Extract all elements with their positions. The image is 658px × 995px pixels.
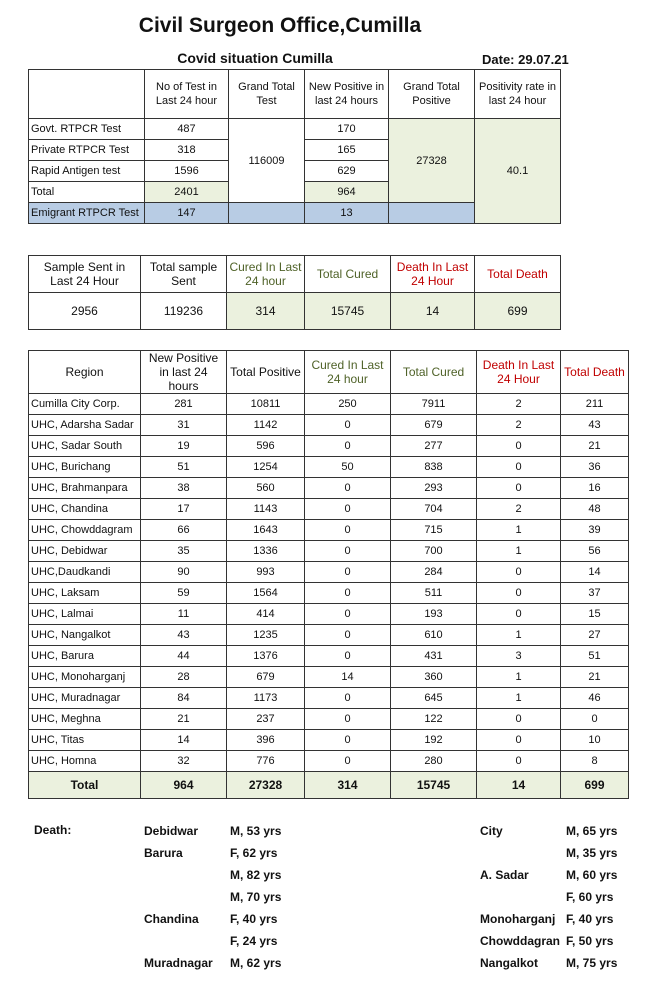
new-positive-cell: 51 (141, 457, 227, 478)
positivity-rate: 40.1 (475, 119, 561, 224)
header-new-positive: New Positive in last 24 hours (305, 70, 389, 119)
total-positive-cell: 596 (227, 436, 305, 457)
cured-24h-cell: 0 (305, 520, 391, 541)
total-death-cell: 211 (561, 394, 629, 415)
cured-24h-cell: 0 (305, 436, 391, 457)
total-death-cell: 14 (561, 562, 629, 583)
new-positive-cell: 31 (141, 415, 227, 436)
sample-sent-value: 2956 (29, 293, 141, 330)
total-death: 699 (561, 772, 629, 799)
cured-24h-cell: 0 (305, 499, 391, 520)
total-death-cell: 10 (561, 730, 629, 751)
death-24h-cell: 0 (477, 751, 561, 772)
death-24h-cell: 0 (477, 478, 561, 499)
total-death-cell: 43 (561, 415, 629, 436)
total-death-cell: 36 (561, 457, 629, 478)
total-new-positive: 964 (141, 772, 227, 799)
total-death-cell: 37 (561, 583, 629, 604)
death-24h-cell: 1 (477, 667, 561, 688)
header-sample-sent: Sample Sent in Last 24 Hour (29, 256, 141, 293)
row-label: Total (29, 182, 145, 203)
death-detail: M, 70 yrs (230, 890, 282, 904)
header-cured-24h: Cured In Last 24 hour (227, 256, 305, 293)
total-cured-cell: 704 (391, 499, 477, 520)
death-24h-cell: 1 (477, 625, 561, 646)
death-24h-cell: 2 (477, 499, 561, 520)
page-subtitle: Covid situation Cumilla (177, 50, 333, 66)
total-cured-cell: 511 (391, 583, 477, 604)
total-positive-cell: 1336 (227, 541, 305, 562)
death-detail: F, 40 yrs (566, 912, 614, 926)
death-detail: M, 62 yrs (230, 956, 282, 970)
emigrant-tests: 147 (145, 203, 229, 224)
new-positive-cell: 84 (141, 688, 227, 709)
total-cured-cell: 838 (391, 457, 477, 478)
new-positive-cell: 43 (141, 625, 227, 646)
header-total-cured: Total Cured (391, 351, 477, 394)
death-24h-cell: 0 (477, 562, 561, 583)
header-total-cured: Total Cured (305, 256, 391, 293)
total-positive-cell: 993 (227, 562, 305, 583)
cured-24h-value: 314 (227, 293, 305, 330)
cured-24h-cell: 0 (305, 730, 391, 751)
new-positive-cell: 44 (141, 646, 227, 667)
tests-cell: 487 (145, 119, 229, 140)
total-positive-cell: 1143 (227, 499, 305, 520)
total-death-cell: 39 (561, 520, 629, 541)
total-death-cell: 21 (561, 436, 629, 457)
region-name-cell: UHC, Nangalkot (29, 625, 141, 646)
total-positive-cell: 1235 (227, 625, 305, 646)
total-cured-cell: 193 (391, 604, 477, 625)
death-24h-cell: 2 (477, 394, 561, 415)
total-cured-cell: 284 (391, 562, 477, 583)
death-place: A. Sadar (480, 868, 529, 882)
death-place: Barura (144, 846, 183, 860)
death-24h-cell: 1 (477, 541, 561, 562)
cured-24h-cell: 0 (305, 604, 391, 625)
death-24h-cell: 0 (477, 583, 561, 604)
new-positive-cell: 14 (141, 730, 227, 751)
death-detail: M, 53 yrs (230, 824, 282, 838)
new-positive-cell: 32 (141, 751, 227, 772)
death-detail: M, 35 yrs (566, 846, 618, 860)
header-new-positive: New Positive in last 24 hours (141, 351, 227, 394)
total-positive-cell: 560 (227, 478, 305, 499)
tests-cell: 1596 (145, 161, 229, 182)
total-cured-value: 15745 (305, 293, 391, 330)
row-label: Govt. RTPCR Test (29, 119, 145, 140)
total-cured-cell: 122 (391, 709, 477, 730)
header-tests: No of Test in Last 24 hour (145, 70, 229, 119)
cured-24h-cell: 0 (305, 751, 391, 772)
emigrant-label: Emigrant RTPCR Test (29, 203, 145, 224)
region-name-cell: UHC, Monoharganj (29, 667, 141, 688)
region-name-cell: UHC, Brahmanpara (29, 478, 141, 499)
region-name-cell: UHC, Laksam (29, 583, 141, 604)
death-place: Muradnagar (144, 956, 213, 970)
new-positive-cell: 59 (141, 583, 227, 604)
cured-24h-cell: 0 (305, 478, 391, 499)
death-24h-cell: 0 (477, 730, 561, 751)
tests-total: 2401 (145, 182, 229, 203)
region-name-cell: UHC, Lalmai (29, 604, 141, 625)
region-name-cell: UHC, Titas (29, 730, 141, 751)
cured-24h-cell: 0 (305, 646, 391, 667)
death-24h-cell: 3 (477, 646, 561, 667)
total-death-cell: 21 (561, 667, 629, 688)
total-cured-cell: 700 (391, 541, 477, 562)
total-death-24h: 14 (477, 772, 561, 799)
total-death-cell: 27 (561, 625, 629, 646)
header-death-24h: Death In Last 24 Hour (477, 351, 561, 394)
new-positive-cell: 90 (141, 562, 227, 583)
new-positive-cell: 35 (141, 541, 227, 562)
header-grand-total-positive: Grand Total Positive (389, 70, 475, 119)
new-positive-cell: 17 (141, 499, 227, 520)
death-place: Monoharganj (480, 912, 556, 926)
region-name-cell: UHC, Meghna (29, 709, 141, 730)
total-positive-cell: 1173 (227, 688, 305, 709)
death-24h-cell: 0 (477, 604, 561, 625)
header-positivity-rate: Positivity rate in last 24 hour (475, 70, 561, 119)
emigrant-positive: 13 (305, 203, 389, 224)
death-detail: F, 62 yrs (230, 846, 278, 860)
region-name-cell: UHC, Adarsha Sadar (29, 415, 141, 436)
total-death-cell: 16 (561, 478, 629, 499)
header-cured-24h: Cured In Last 24 hour (305, 351, 391, 394)
total-sample-value: 119236 (141, 293, 227, 330)
region-name-cell: UHC, Chowddagram (29, 520, 141, 541)
death-detail: F, 40 yrs (230, 912, 278, 926)
death-label: Death: (34, 823, 72, 837)
death-detail: F, 24 yrs (230, 934, 278, 948)
cured-24h-cell: 0 (305, 415, 391, 436)
total-cured-cell: 280 (391, 751, 477, 772)
total-death-cell: 0 (561, 709, 629, 730)
death-24h-cell: 1 (477, 520, 561, 541)
cured-24h-cell: 50 (305, 457, 391, 478)
region-name-cell: UHC, Muradnagar (29, 688, 141, 709)
total-death-cell: 51 (561, 646, 629, 667)
report-date: Date: 29.07.21 (482, 52, 569, 67)
header-region: Region (29, 351, 141, 394)
region-name-cell: UHC, Debidwar (29, 541, 141, 562)
tests-cell: 318 (145, 140, 229, 161)
total-positive: 27328 (227, 772, 305, 799)
total-cured-cell: 293 (391, 478, 477, 499)
new-positive-cell: 11 (141, 604, 227, 625)
total-positive-cell: 414 (227, 604, 305, 625)
cured-24h-cell: 0 (305, 625, 391, 646)
new-positive-cell: 28 (141, 667, 227, 688)
total-positive-cell: 776 (227, 751, 305, 772)
death-place: Chowddagran (480, 934, 560, 948)
total-death-cell: 48 (561, 499, 629, 520)
grand-total-test: 116009 (229, 119, 305, 203)
total-death-value: 699 (475, 293, 561, 330)
total-cured-cell: 277 (391, 436, 477, 457)
total-death-cell: 15 (561, 604, 629, 625)
total-cured: 15745 (391, 772, 477, 799)
new-positive-cell: 19 (141, 436, 227, 457)
positive-total: 964 (305, 182, 389, 203)
total-death-cell: 8 (561, 751, 629, 772)
new-positive-cell: 281 (141, 394, 227, 415)
total-label: Total (29, 772, 141, 799)
death-detail: M, 82 yrs (230, 868, 282, 882)
cured-24h-cell: 0 (305, 541, 391, 562)
header-total-positive: Total Positive (227, 351, 305, 394)
total-cured-cell: 645 (391, 688, 477, 709)
total-positive-cell: 237 (227, 709, 305, 730)
new-positive-cell: 21 (141, 709, 227, 730)
header-grand-total-test: Grand Total Test (229, 70, 305, 119)
death-24h-cell: 0 (477, 436, 561, 457)
cured-24h-cell: 0 (305, 583, 391, 604)
header-total-sample: Total sample Sent (141, 256, 227, 293)
death-24h-cell: 2 (477, 415, 561, 436)
death-detail: F, 50 yrs (566, 934, 614, 948)
total-cured-24h: 314 (305, 772, 391, 799)
page-title: Civil Surgeon Office,Cumilla (138, 14, 422, 37)
region-name-cell: UHC,Daudkandi (29, 562, 141, 583)
death-place: Nangalkot (480, 956, 539, 970)
cured-24h-cell: 0 (305, 688, 391, 709)
death-detail: M, 60 yrs (566, 868, 618, 882)
total-positive-cell: 679 (227, 667, 305, 688)
region-name-cell: UHC, Sadar South (29, 436, 141, 457)
death-24h-cell: 0 (477, 457, 561, 478)
region-name-cell: UHC, Burichang (29, 457, 141, 478)
total-death-cell: 46 (561, 688, 629, 709)
death-detail: M, 75 yrs (566, 956, 618, 970)
header-total-death: Total Death (561, 351, 629, 394)
cured-24h-cell: 0 (305, 562, 391, 583)
total-cured-cell: 431 (391, 646, 477, 667)
death-place: Debidwar (144, 824, 199, 838)
death-place: City (480, 824, 503, 838)
total-death-cell: 56 (561, 541, 629, 562)
death-24h-cell: 0 (477, 709, 561, 730)
row-label: Private RTPCR Test (29, 140, 145, 161)
header-total-death: Total Death (475, 256, 561, 293)
total-cured-cell: 7911 (391, 394, 477, 415)
region-name-cell: UHC, Chandina (29, 499, 141, 520)
total-positive-cell: 1376 (227, 646, 305, 667)
region-name-cell: UHC, Barura (29, 646, 141, 667)
grand-total-positive: 27328 (389, 119, 475, 203)
new-positive-cell: 66 (141, 520, 227, 541)
total-cured-cell: 715 (391, 520, 477, 541)
death-24h-value: 14 (391, 293, 475, 330)
positive-cell: 165 (305, 140, 389, 161)
row-label: Rapid Antigen test (29, 161, 145, 182)
death-24h-cell: 1 (477, 688, 561, 709)
cured-24h-cell: 14 (305, 667, 391, 688)
death-place: Chandina (144, 912, 199, 926)
total-cured-cell: 610 (391, 625, 477, 646)
region-name-cell: Cumilla City Corp. (29, 394, 141, 415)
region-name-cell: UHC, Homna (29, 751, 141, 772)
death-detail: M, 65 yrs (566, 824, 618, 838)
total-cured-cell: 679 (391, 415, 477, 436)
positive-cell: 170 (305, 119, 389, 140)
total-positive-cell: 1643 (227, 520, 305, 541)
cured-24h-cell: 250 (305, 394, 391, 415)
total-positive-cell: 1564 (227, 583, 305, 604)
total-positive-cell: 10811 (227, 394, 305, 415)
positive-cell: 629 (305, 161, 389, 182)
total-positive-cell: 1254 (227, 457, 305, 478)
death-detail: F, 60 yrs (566, 890, 614, 904)
total-cured-cell: 360 (391, 667, 477, 688)
new-positive-cell: 38 (141, 478, 227, 499)
header-death-24h: Death In Last 24 Hour (391, 256, 475, 293)
total-positive-cell: 396 (227, 730, 305, 751)
total-positive-cell: 1142 (227, 415, 305, 436)
total-cured-cell: 192 (391, 730, 477, 751)
cured-24h-cell: 0 (305, 709, 391, 730)
